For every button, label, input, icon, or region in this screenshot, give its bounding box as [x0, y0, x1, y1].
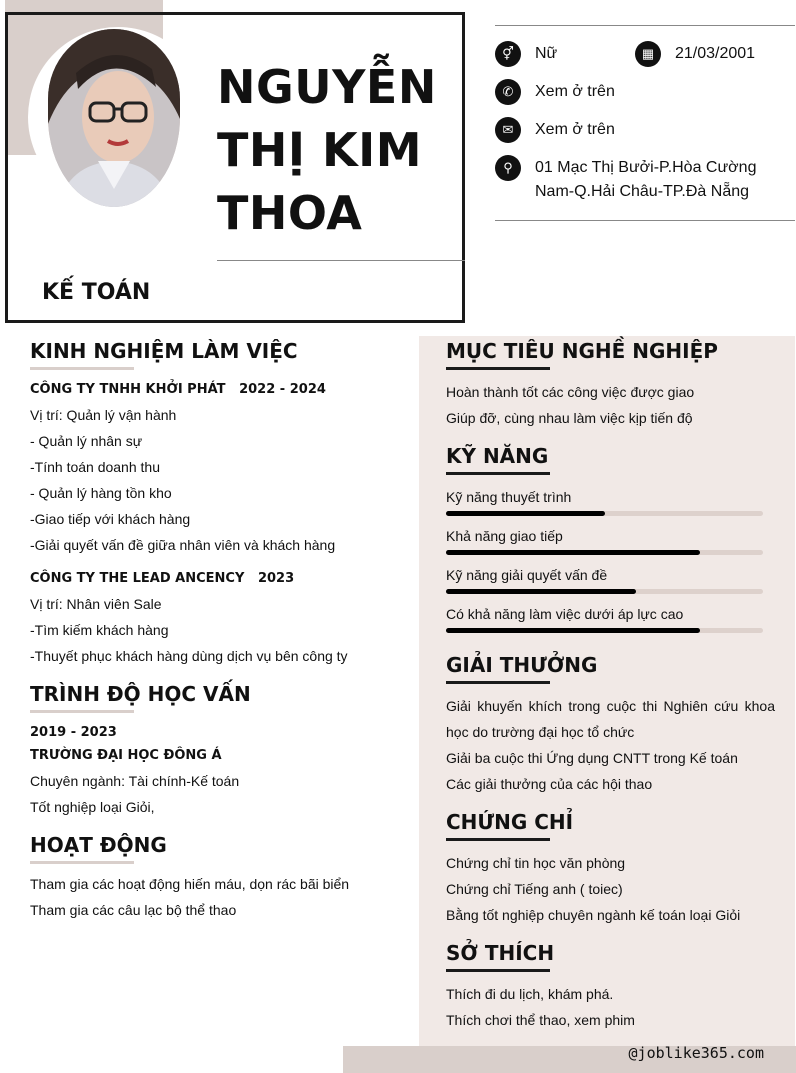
objective-line: Hoàn thành tốt các công việc được giao: [446, 384, 695, 400]
award-line: Giải ba cuộc thi Ứng dụng CNTT trong Kế toán: [446, 750, 738, 766]
skill-bar-fill: [446, 628, 700, 633]
gender-icon: ⚥: [495, 41, 521, 67]
job-title: KẾ TOÁN: [42, 280, 151, 305]
job-2-line: -Tìm kiếm khách hàng: [30, 622, 169, 638]
certificates-title: CHỨNG CHỈ: [446, 810, 574, 834]
job-2-heading: [30, 566, 294, 592]
job-2-period: 2023: [257, 571, 295, 586]
award-line: Các giải thưởng của các hội thao: [446, 776, 653, 792]
skill-bar: [446, 550, 763, 555]
contact-divider-top: [495, 25, 795, 26]
skill-label: Kỹ năng giải quyết vấn đề: [446, 567, 608, 583]
objective-line: Giúp đỡ, cùng nhau làm việc kịp tiến độ: [446, 410, 693, 426]
activity-line: Tham gia các hoạt động hiến máu, dọn rác bãi biển: [30, 876, 350, 892]
certificates-underline: [446, 838, 550, 841]
email-value: Xem ở trên: [535, 121, 615, 138]
certificates-details: [446, 850, 740, 928]
hobbies-details: [446, 981, 635, 1033]
education-underline: [30, 710, 134, 713]
job-2-line: -Thuyết phục khách hàng dùng dịch vụ bên công ty: [30, 648, 348, 664]
right-panel: [419, 336, 795, 1046]
job-1-line: - Quản lý nhân sự: [30, 433, 143, 449]
awards-underline: [446, 681, 550, 684]
name-line-1: NGUYỄN: [217, 60, 437, 114]
calendar-icon: ▦: [635, 41, 661, 67]
skill-bar: [446, 589, 763, 594]
objective-details: [446, 379, 694, 431]
job-1-line: Vị trí: Quản lý vận hành: [30, 407, 177, 423]
objective-underline: [446, 367, 550, 370]
skill-bar: [446, 628, 763, 633]
hobby-line: Thích đi du lịch, khám phá.: [446, 986, 614, 1002]
education-period: 2019 - 2023: [30, 725, 117, 740]
job-1-line: -Giải quyết vấn đề giữa nhân viên và khách hàng: [30, 537, 336, 553]
job-1-company: CÔNG TY TNHH KHỞI PHÁT: [30, 382, 226, 397]
gender-value: Nữ: [535, 45, 558, 62]
name-line-2: THỊ KIM: [217, 123, 423, 177]
footer-handle: @joblike365.com: [628, 1044, 764, 1062]
location-icon: ⚲: [495, 155, 521, 181]
contact-divider-bottom: [495, 220, 795, 221]
hobbies-title: SỞ THÍCH: [446, 941, 555, 965]
job-2-line: Vị trí: Nhân viên Sale: [30, 596, 162, 612]
job-2-company: CÔNG TY THE LEAD ANCENCY: [30, 571, 245, 586]
job-1-line: -Giao tiếp với khách hàng: [30, 511, 191, 527]
dob-value: 21/03/2001: [675, 45, 756, 62]
education-details: [30, 768, 239, 820]
experience-title: KINH NGHIỆM LÀM VIỆC: [30, 339, 298, 363]
education-line: Tốt nghiệp loại Giỏi,: [30, 799, 155, 815]
skill-bar-fill: [446, 511, 605, 516]
skill-item: [446, 523, 763, 555]
activities-details: [30, 871, 349, 923]
job-1-period: 2022 - 2024: [239, 382, 326, 397]
portrait-illustration: [48, 29, 180, 207]
awards-title: GIẢI THƯỞNG: [446, 653, 598, 677]
name-line-3: THOA: [217, 186, 363, 240]
profile-photo: [48, 29, 180, 207]
objective-title: MỤC TIÊU NGHỀ NGHIỆP: [446, 339, 718, 363]
certificate-line: Chứng chỉ Tiếng anh ( toiec): [446, 881, 623, 897]
full-name: [217, 56, 457, 245]
name-divider: [217, 260, 465, 261]
awards-details: [446, 693, 775, 797]
certificate-line: Bằng tốt nghiệp chuyên ngành kế toán loại Giỏi: [446, 907, 741, 923]
skill-label: Kỹ năng thuyết trình: [446, 489, 572, 505]
experience-underline: [30, 367, 134, 370]
email-icon: ✉: [495, 117, 521, 143]
skill-item: [446, 484, 763, 516]
education-line: Chuyên ngành: Tài chính-Kế toán: [30, 773, 240, 789]
skill-bar-fill: [446, 550, 700, 555]
skill-item: [446, 601, 763, 633]
skill-label: Khả năng giao tiếp: [446, 528, 563, 544]
skills-title: KỸ NĂNG: [446, 444, 549, 468]
certificate-line: Chứng chỉ tin học văn phòng: [446, 855, 626, 871]
phone-icon: ✆: [495, 79, 521, 105]
address-value: [535, 156, 756, 204]
activity-line: Tham gia các câu lạc bộ thể thao: [30, 902, 237, 918]
job-1-details: [30, 402, 335, 558]
education-school: TRƯỜNG ĐẠI HỌC ĐÔNG Á: [30, 748, 222, 763]
award-paragraph: Giải khuyến khích trong cuộc thi Nghiên cứu khoa học do trường đại học tổ chức: [446, 698, 775, 740]
address-line-2: Nam-Q.Hải Châu-TP.Đà Nẵng: [535, 183, 750, 200]
skill-item: [446, 562, 763, 594]
skill-bar-fill: [446, 589, 636, 594]
activities-title: HOẠT ĐỘNG: [30, 833, 167, 857]
activities-underline: [30, 861, 134, 864]
skills-underline: [446, 472, 550, 475]
address-line-1: 01 Mạc Thị Bưởi-P.Hòa Cường: [535, 159, 757, 176]
education-title: TRÌNH ĐỘ HỌC VẤN: [30, 682, 251, 706]
job-1-line: - Quản lý hàng tồn kho: [30, 485, 172, 501]
hobby-line: Thích chơi thể thao, xem phim: [446, 1012, 635, 1028]
job-1-line: -Tính toán doanh thu: [30, 459, 160, 475]
hobbies-underline: [446, 969, 550, 972]
skill-bar: [446, 511, 763, 516]
phone-value: Xem ở trên: [535, 83, 615, 100]
job-2-details: [30, 591, 348, 669]
skill-label: Có khả năng làm việc dưới áp lực cao: [446, 606, 684, 622]
job-1-heading: [30, 377, 326, 403]
